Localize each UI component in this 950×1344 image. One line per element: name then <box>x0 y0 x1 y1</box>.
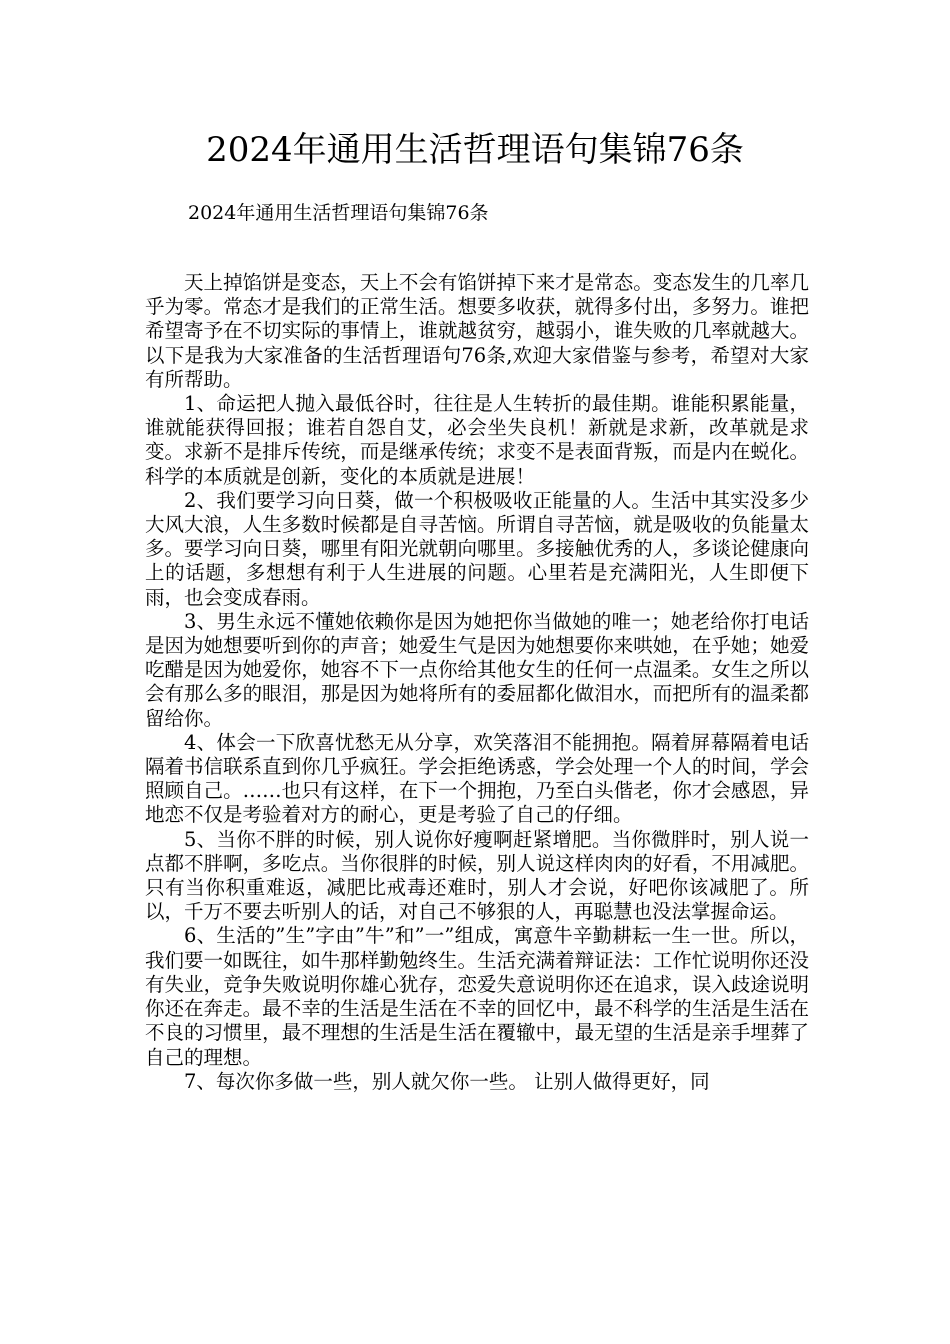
intro-paragraph: 天上掉馅饼是变态，天上不会有馅饼掉下来才是常态。变态发生的几率几乎为零。常态才是我们的正常生活。想要多收获，就得多付出，多努力。谁把希望寄予在不切实际的事情上，谁就越贫穷，越弱小，谁失败的几率就越大。以下是我为大家准备的生活哲理语句76条,欢迎大家借鉴与参考，希望对大家有所帮助。 <box>145 271 809 391</box>
paragraph-3: 3、男生永远不懂她依赖你是因为她把你当做她的唯一；她老给你打电话是因为她想要听到你的声音；她爱生气是因为她想要你来哄她，在乎她；她爱吃醋是因为她爱你，她容不下一点你给其他女生的任何一点温柔。女生之所以会有那么多的眼泪，那是因为她将所有的委屈都化做泪水，而把所有的温柔都留给你。 <box>145 609 809 730</box>
paragraph-4: 4、体会一下欣喜忧愁无从分享，欢笑落泪不能拥抱。隔着屏幕隔着电话隔着书信联系直到你几乎疯狂。学会拒绝诱惑，学会处理一个人的时间，学会照顾自己。……也只有这样，在下一个拥抱，乃至白头偕老，你才会感恩，异地恋不仅是考验着对方的耐心，更是考验了自己的仔细。 <box>145 730 809 827</box>
paragraph-6: 6、生活的”生”字由”牛”和”一”组成，寓意牛辛勤耕耘一生一世。所以，我们要一如既往，如牛那样勤勉终生。生活充满着辩证法：工作忙说明你还没有失业，竞争失败说明你雄心犹存，恋爱失意说明你还在追求，误入歧途说明你还在奔走。最不幸的生活是生活在不幸的回忆中，最不科学的生活是生活在不良的习惯里，最不理想的生活是生活在覆辙中，最无望的生活是亲手埋葬了自己的理想。 <box>145 924 809 1069</box>
document-body <box>145 271 809 1094</box>
paragraph-2: 2、我们要学习向日葵，做一个积极吸收正能量的人。生活中其实没多少大风大浪，人生多数时候都是自寻苦恼。所谓自寻苦恼，就是吸收的负能量太多。要学习向日葵，哪里有阳光就朝向哪里。多接触优秀的人，多谈论健康向上的话题，多想想有利于人生进展的问题。心里若是充满阳光，人生即便下雨，也会变成春雨。 <box>145 488 809 609</box>
document-subtitle: 2024年通用生活哲理语句集锦76条 <box>188 202 489 224</box>
paragraph-5: 5、当你不胖的时候，别人说你好瘦啊赶紧增肥。当你微胖时，别人说一点都不胖啊，多吃点。当你很胖的时候，别人说这样肉肉的好看，不用减肥。只有当你积重难返，减肥比戒毒还难时，别人才会说，好吧你该减肥了。所以，千万不要去听别人的话，对自己不够狠的人，再聪慧也没法掌握命运。 <box>145 827 809 924</box>
paragraph-7: 7、每次你多做一些，别人就欠你一些。 让别人做得更好，同 <box>184 1069 710 1093</box>
paragraph-1: 1、命运把人抛入最低谷时，往往是人生转折的最佳期。谁能积累能量，谁就能获得回报；谁若自怨自艾，必会坐失良机！新就是求新，改革就是求变。求新不是排斥传统，而是继承传统；求变不是表面背叛，而是内在蜕化。科学的本质就是创新，变化的本质就是进展！ <box>145 392 809 488</box>
document-title: 2024年通用生活哲理语句集锦76条 <box>206 130 744 170</box>
